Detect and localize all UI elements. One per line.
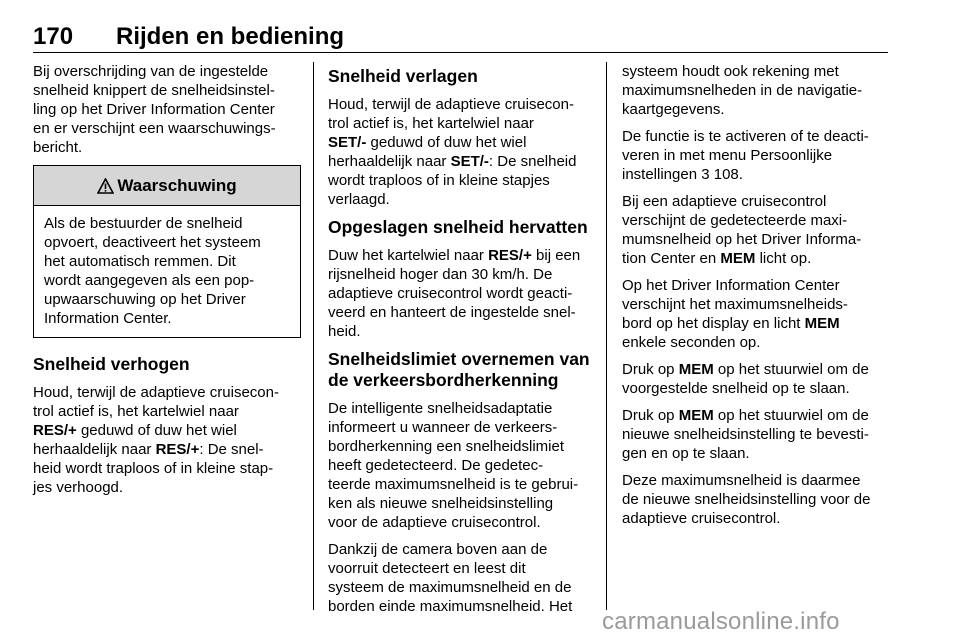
text: enkele seconden op. bbox=[622, 334, 761, 351]
control-label: RES/+ bbox=[488, 247, 532, 264]
warning-box bbox=[33, 165, 301, 338]
text: geduwd of duw het wiel herhaaldelijk naar bbox=[33, 422, 237, 458]
text: op het stuurwiel om de voorgestelde snelheid op te slaan. bbox=[622, 361, 869, 397]
paragraph-camera: Dankzij de camera boven aan de voorruit detecteert en leest dit systeem de maximumsnelheid en de borden einde maximumsnelheid. Het bbox=[328, 541, 573, 615]
text: : De snelheid wordt traploos of in kleine stapjes verlaagd. bbox=[328, 153, 577, 208]
control-label: MEM bbox=[720, 250, 756, 267]
paragraph-maximumsnelheid: Deze maximumsnelheid is daarmee de nieuwe snelheidsinstelling voor de adaptieve cruisecontrol. bbox=[622, 472, 871, 527]
warning-header bbox=[34, 166, 300, 206]
paragraph-hervatten bbox=[328, 246, 593, 341]
control-label: RES/+ bbox=[33, 422, 77, 439]
text: Bij een adaptieve cruisecontrol verschijnt de gedetecteerde maxi- mumsnelheid op het Driver Informa- tion Center en bbox=[622, 193, 862, 267]
paragraph-mem-bevestigen bbox=[622, 406, 890, 463]
text: Druk op bbox=[622, 361, 679, 378]
heading-snelheid-verhogen: Snelheid verhogen bbox=[33, 354, 190, 374]
paragraph-display bbox=[622, 276, 890, 352]
watermark: carmanualsonline.info bbox=[602, 608, 840, 635]
column-left bbox=[33, 62, 301, 505]
page-header bbox=[33, 22, 888, 53]
control-label: RES/+ bbox=[155, 441, 200, 458]
text: licht op. bbox=[755, 250, 812, 267]
text: Op het Driver Information Center verschijnt het maximumsnelheids- bord op het display en licht bbox=[622, 277, 848, 332]
control-label: MEM bbox=[678, 361, 714, 378]
column-middle bbox=[328, 66, 593, 624]
text: Houd, terwijl de adaptieve cruisecon- trol actief is, het kartelwiel naar bbox=[328, 96, 574, 132]
control-label: MEM bbox=[678, 407, 714, 424]
text: Houd, terwijl de adaptieve cruisecon- trol actief is, het kartelwiel naar bbox=[33, 384, 279, 420]
paragraph-dic bbox=[622, 192, 890, 268]
paragraph-navigatie: systeem houdt ook rekening met maximumsnelheden in de navigatie- kaartgegevens. bbox=[622, 63, 863, 118]
text: bij een rijsnelheid hoger dan 30 km/h. De adaptieve cruisecontrol wordt geacti- veerd en hanteert de ingestelde snel- heid. bbox=[328, 247, 581, 340]
warning-triangle-icon bbox=[97, 178, 114, 194]
paragraph-activeren bbox=[622, 127, 890, 184]
heading-snelheidslimiet-overnemen: Snelheidslimiet overnemen van de verkeersbordherkenning bbox=[328, 349, 590, 390]
paragraph-verlagen bbox=[328, 95, 593, 209]
page-reference: 3 108. bbox=[701, 166, 743, 183]
text: De functie is te activeren of te deacti- veren in met menu Persoonlijke instellingen bbox=[622, 128, 869, 183]
paragraph-mem-opslaan bbox=[622, 360, 890, 398]
heading-snelheid-verlagen: Snelheid verlagen bbox=[328, 66, 478, 86]
text: Duw het kartelwiel naar bbox=[328, 247, 489, 264]
paragraph-verhogen bbox=[33, 383, 301, 497]
warning-body: Als de bestuurder de snelheid opvoert, deactiveert het systeem het automatisch remmen. Dit wordt aangegeven als een pop- upwaarschuwing op het Driver Information Center. bbox=[44, 215, 261, 327]
column-right bbox=[622, 62, 890, 536]
text: op het stuurwiel om de nieuwe snelheidsinstelling te bevesti- gen en op te slaan. bbox=[622, 407, 869, 462]
control-label: SET/- bbox=[450, 153, 489, 170]
column-divider bbox=[313, 62, 314, 610]
control-label: SET/- bbox=[328, 134, 367, 151]
intro-paragraph: Bij overschrijding van de ingestelde snelheid knippert de snelheidsinstel- ling op het Driver Information Center en er verschijnt een waarschuwings- bericht. bbox=[33, 63, 276, 156]
heading-snelheid-hervatten: Opgeslagen snelheid hervatten bbox=[328, 217, 588, 237]
control-label: MEM bbox=[804, 315, 840, 332]
paragraph-intelligente: De intelligente snelheidsadaptatie informeert u wanneer de verkeers- bordherkenning een snelheidslimiet heeft gedetecteerd. De gedetec- teerde maximumsnelheid is te gebrui- ken als nieuwe snelheidsinstelling voor de adaptieve cruisecontrol. bbox=[328, 400, 579, 531]
text: geduwd of duw het wiel herhaaldelijk naar bbox=[328, 134, 527, 170]
column-divider bbox=[606, 62, 607, 610]
text: : De snel- heid wordt traploos of in kleine stap- jes verhoogd. bbox=[33, 441, 274, 496]
text: Druk op bbox=[622, 407, 679, 424]
warning-title: Waarschuwing bbox=[117, 176, 237, 195]
section-title: Rijden en bediening bbox=[116, 23, 345, 50]
page-number: 170 bbox=[33, 23, 74, 50]
